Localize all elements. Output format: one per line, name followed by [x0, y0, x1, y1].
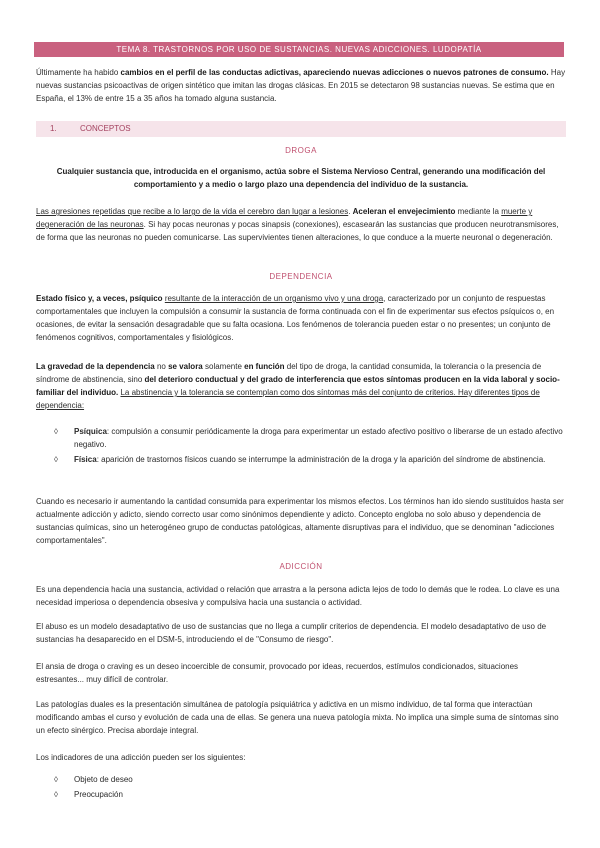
dependencia-paragraph-1: Estado físico y, a veces, psíquico resultante de la interacción de un organismo vivo y una droga, caracterizado por un conjunto de respuestas comportamentales que incluyen la compulsión a consumir la sustancia de forma continuada con el fin de experimentar sus efectos psíquicos o, en ocasiones, de evitar la sensación desagradable que su falta ocasiona. Los fenómenos de tolerancia pueden estar o no presentes; un conjunto de fenómenos cognitivos, comportamentales y fisiológicos.	[36, 294, 555, 342]
diamond-bullet-icon: ◊	[54, 775, 58, 784]
list-item: ◊ Psíquica: compulsión a consumir periódicamente la droga para experimentar un estado afectivo positivo o liberarse de un estado afectivo negativo.	[54, 427, 563, 449]
chapter-title: TEMA 8. TRASTORNOS POR USO DE SUSTANCIAS. NUEVAS ADICCIONES. LUDOPATÍA	[34, 42, 564, 57]
subheading-adiccion: ADICCIÓN	[279, 562, 323, 571]
intro-paragraph: Últimamente ha habido cambios en el perfil de las conductas adictivas, apareciendo nuevas adicciones o nuevos patrones de consumo. Hay nuevas sustancias psicoactivas de origen sintético que imitan las drogas clásicas. En 2015 se detectaron 98 sustancias nuevas. Se estima que en España, el 13% de entre 15 a 35 años ha tomado alguna sustancia.	[36, 68, 566, 103]
adiccion-paragraph-1: Es una dependencia hacia una sustancia, actividad o relación que arrastra a la persona adicta lejos de todo lo demás que le rodea. Lo clave es una necesidad imperiosa o dependencia obsesiva y compulsiva hacia una sustancia o actividad.	[36, 585, 560, 607]
subheading-dependencia: DEPENDENCIA	[269, 272, 333, 281]
dependencia-paragraph-2: La gravedad de la dependencia no se valora solamente en función del tipo de droga, la cantidad consumida, la tolerancia o la presencia de síndrome de abstinencia, sino del deterioro conductual y del grado de interferencia que estos síntomas producen en la vida laboral y socio-familiar del individuo. La abstinencia y la tolerancia se contemplan como dos síntomas más del conjunto de criterios. Hay diferentes tipos de dependencia:	[36, 362, 560, 410]
list-item: ◊ Objeto de deseo	[54, 775, 133, 784]
list-item: ◊ Física: aparición de trastornos físicos cuando se interrumpe la administración de la droga y la aparición del síndrome de abstinencia.	[54, 455, 546, 464]
diamond-bullet-icon: ◊	[54, 455, 58, 464]
adiccion-paragraph-3: El ansia de droga o craving es un deseo incoercible de consumir, provocado por ideas, recuerdos, estímulos condicionados, situaciones estresantes... muy difícil de controlar.	[36, 662, 519, 684]
adiccion-paragraph-2: El abuso es un modelo desadaptativo de uso de sustancias que no llega a cumplir criterios de dependencia. El modelo desadaptativo de uso de sustancias ha desaparecido en el DSM-5, introduciendo el de "Consumo de riesgo".	[36, 622, 547, 644]
adiccion-paragraph-5: Los indicadores de una adicción pueden ser los siguientes:	[36, 753, 246, 762]
subheading-droga: DROGA	[285, 146, 317, 155]
dependencia-types-list	[54, 425, 566, 468]
section-label: CONCEPTOS	[80, 124, 131, 133]
adiccion-paragraph-4: Las patologías duales es la presentación simultánea de patología psiquiátrica y adictiva en un mismo individuo, de tal forma que interactúan modificando ambas el curso y evolución de cada una de ellas. Se genera una nueva patología mixta. No implica una simple suma de síntomas sino un efecto sinérgico. Precisa abordaje integral.	[36, 700, 559, 735]
dependencia-paragraph-3: Cuando es necesario ir aumentando la cantidad consumida para experimentar los mismos efectos. Los términos han ido siendo sustituidos hasta ser actualmente adicción y adicto, siendo correcto usar como sinónimos dependiente y adicto. Concepto engloba no solo abuso y dependencia de sustancias químicas, sino un heterogéneo grupo de conductas patológicas, altamente disruptivas para el individuo, que se denominan "adicciones comportamentales".	[36, 497, 564, 545]
list-item: ◊ Preocupación	[54, 790, 123, 799]
section-number: 1.	[50, 124, 57, 133]
diamond-bullet-icon: ◊	[54, 427, 58, 436]
diamond-bullet-icon: ◊	[54, 790, 58, 799]
indicators-list	[54, 773, 566, 803]
droga-definition: Cualquier sustancia que, introducida en el organismo, actúa sobre el Sistema Nervioso Central, generando una modificación del comportamiento y a medio o largo plazo una dependencia del individuo de la sustancia.	[56, 167, 546, 189]
droga-paragraph: Las agresiones repetidas que recibe a lo largo de la vida el cerebro dan lugar a lesiones. Aceleran el envejecimiento mediante la muerte y degeneración de las neuronas. Si hay pocas neuronas y pocas sinapsis (conexiones), escasearán las sustancias que producen neurotransmisores, de forma que las neuronas no pueden comunicarse. Las supervivientes tienen alteraciones, lo que conduce a la muerte neuronal o degeneración.	[36, 207, 559, 242]
section-heading-conceptos	[36, 121, 566, 137]
